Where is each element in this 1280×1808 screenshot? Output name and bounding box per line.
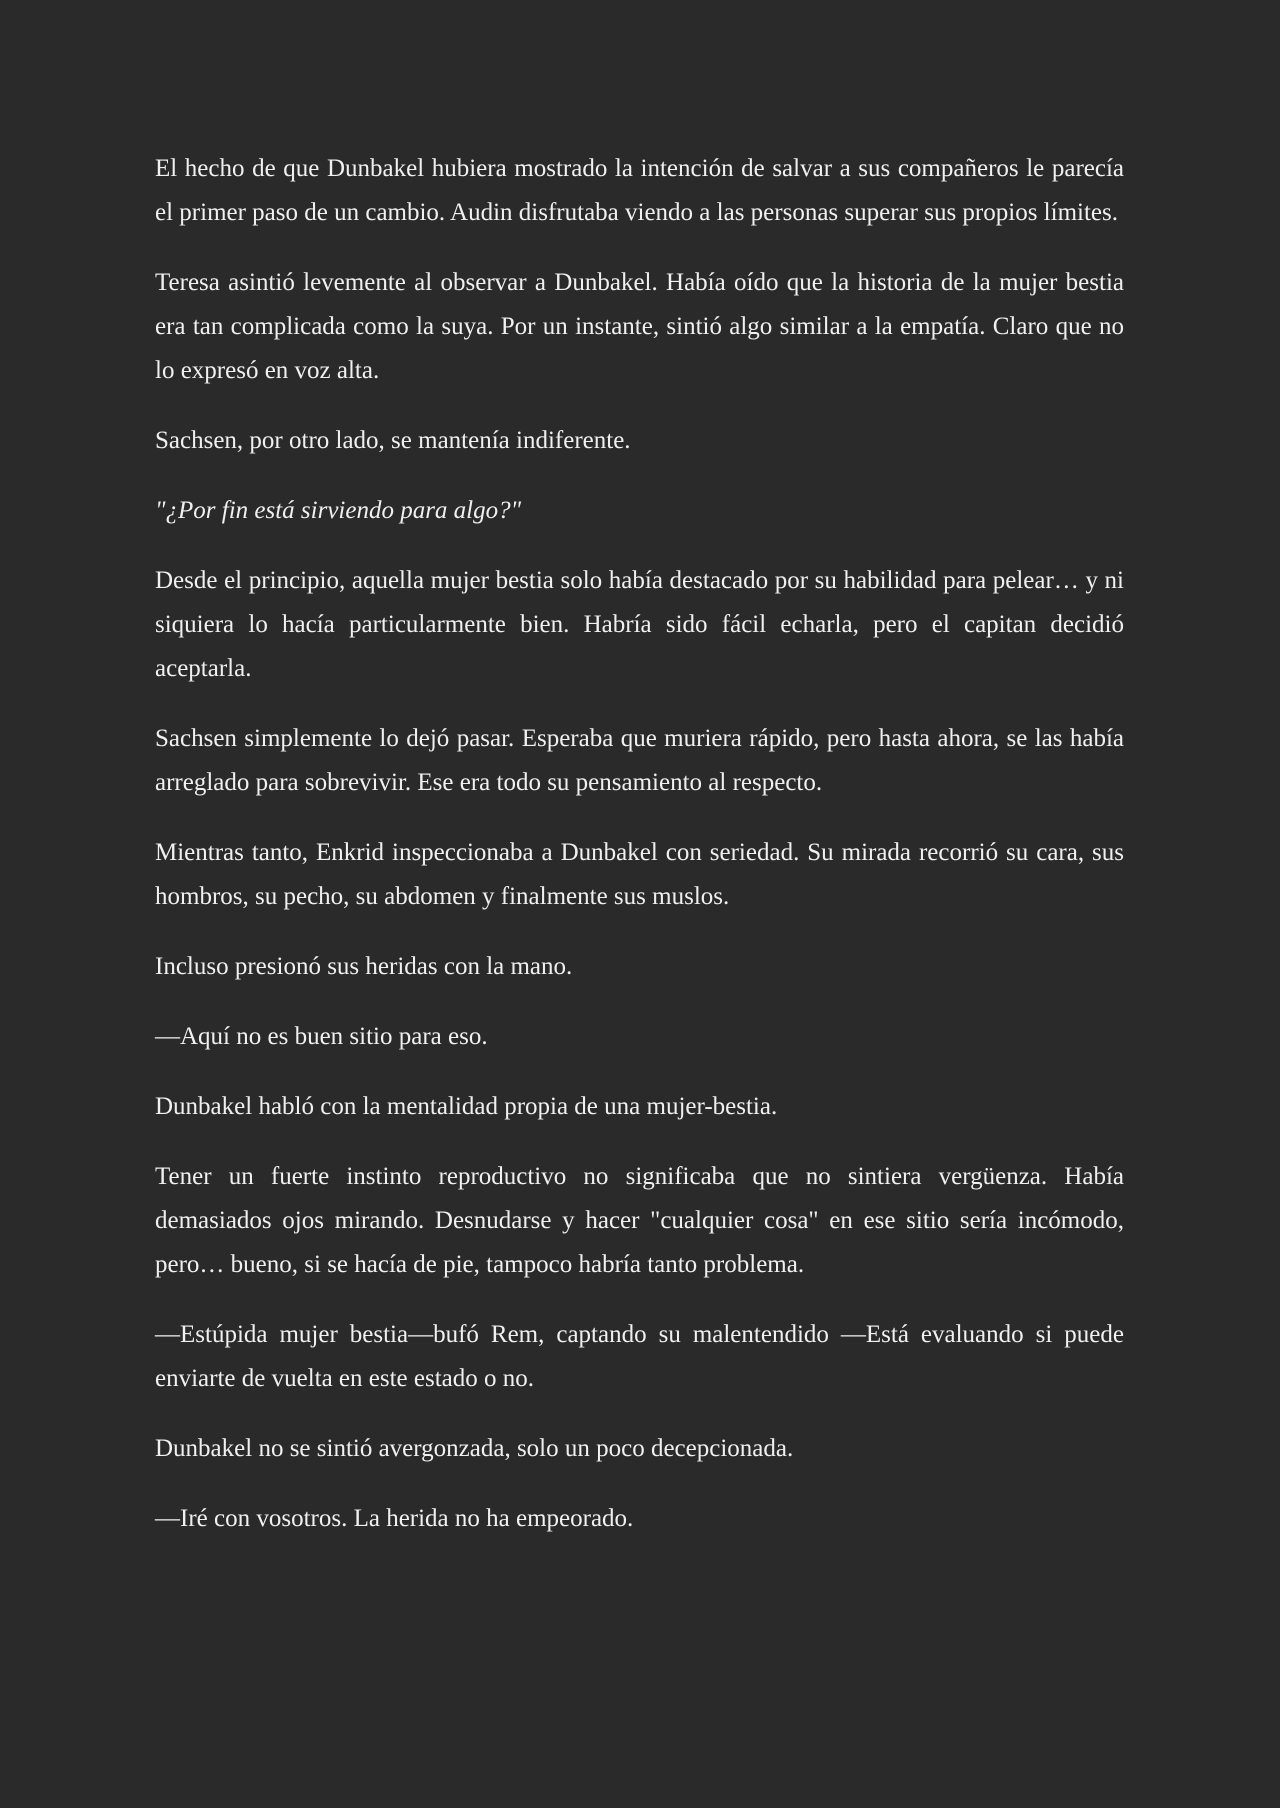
dialogue-paragraph: —Estúpida mujer bestia—bufó Rem, captando su malentendido —Está evaluando si puede enviarte de vuelta en este estado o no.	[155, 1321, 1124, 1392]
dialogue-paragraph: —Aquí no es buen sitio para eso.	[155, 1023, 488, 1050]
dialogue-paragraph: —Iré con vosotros. La herida no ha empeorado.	[155, 1505, 634, 1532]
paragraph: Desde el principio, aquella mujer bestia solo había destacado por su habilidad para pelear… y ni siquiera lo hacía particularmente bien. Habría sido fácil echarla, pero el capitan decidió aceptarla.	[155, 567, 1124, 682]
paragraph: Sachsen simplemente lo dejó pasar. Esperaba que muriera rápido, pero hasta ahora, se las había arreglado para sobrevivir. Ese era todo su pensamiento al respecto.	[155, 725, 1124, 796]
paragraph: El hecho de que Dunbakel hubiera mostrado la intención de salvar a sus compañeros le parecía el primer paso de un cambio. Audin disfrutaba viendo a las personas superar sus propios límites.	[155, 155, 1124, 226]
paragraph: Teresa asintió levemente al observar a Dunbakel. Había oído que la historia de la mujer bestia era tan complicada como la suya. Por un instante, sintió algo similar a la empatía. Claro que no lo expresó en voz alta.	[155, 269, 1124, 384]
paragraph: Incluso presionó sus heridas con la mano.	[155, 953, 573, 980]
paragraph: Sachsen, por otro lado, se mantenía indiferente.	[155, 427, 631, 454]
paragraph: Mientras tanto, Enkrid inspeccionaba a Dunbakel con seriedad. Su mirada recorrió su cara, sus hombros, su pecho, su abdomen y finalmente sus muslos.	[155, 839, 1124, 910]
paragraph: Tener un fuerte instinto reproductivo no significaba que no sintiera vergüenza. Había demasiados ojos mirando. Desnudarse y hacer "cualquier cosa" en ese sitio sería incómodo, pero… bueno, si se hacía de pie, tampoco habría tanto problema.	[155, 1163, 1124, 1278]
thought-paragraph: "¿Por fin está sirviendo para algo?"	[155, 497, 522, 524]
paragraph: Dunbakel habló con la mentalidad propia de una mujer-bestia.	[155, 1093, 778, 1120]
paragraph: Dunbakel no se sintió avergonzada, solo un poco decepcionada.	[155, 1435, 794, 1462]
